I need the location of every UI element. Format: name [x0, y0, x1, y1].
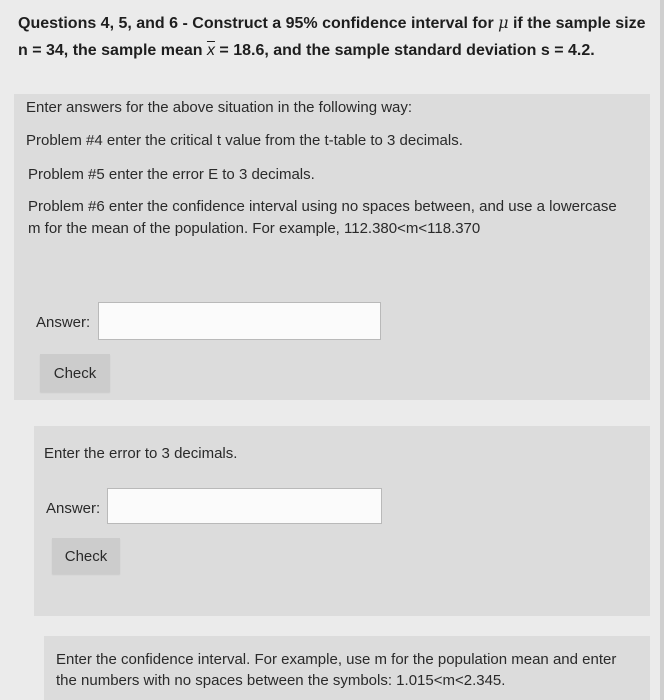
problem4-answer-input[interactable] [98, 302, 381, 340]
problem4-check-button[interactable]: Check [40, 354, 110, 392]
instructions-problem5: Problem #5 enter the error E to 3 decimals. [28, 166, 315, 183]
problem5-answer-input[interactable] [107, 488, 382, 524]
xbar-symbol: $\overline{x}$ [206, 42, 215, 59]
instructions-intro: Enter answers for the above situation in the following way: [26, 99, 413, 116]
question-text-3: = 18.6, and the sample standard deviation s = 4.2. [214, 42, 595, 59]
instructions-problem6: Problem #6 enter the confidence interval using no spaces between, and use a lowercase m for the mean of the population. For example, 112.380<m<118.370 [28, 198, 617, 237]
instructions-problem4: Problem #4 enter the critical t value from the t-table to 3 decimals. [26, 132, 463, 149]
problem6-prompt: Enter the confidence interval. For example, use m for the population mean and enter the numbers with no spaces between the symbols: 1.015<m<2.345. [56, 651, 617, 689]
question-text-1: Questions 4, 5, and 6 - Construct a 95% confidence interval for [18, 15, 499, 32]
problem4-answer-label: Answer: [36, 314, 91, 331]
problem5-answer-label: Answer: [46, 500, 101, 517]
problem5-prompt: Enter the error to 3 decimals. [44, 445, 238, 462]
question-text-2: if the sample size n = 34, the sample mean [18, 15, 646, 59]
problem5-check-button[interactable]: Check [52, 538, 120, 574]
question-heading [18, 9, 646, 64]
right-edge [660, 0, 664, 700]
mu-symbol: μ [498, 13, 509, 32]
